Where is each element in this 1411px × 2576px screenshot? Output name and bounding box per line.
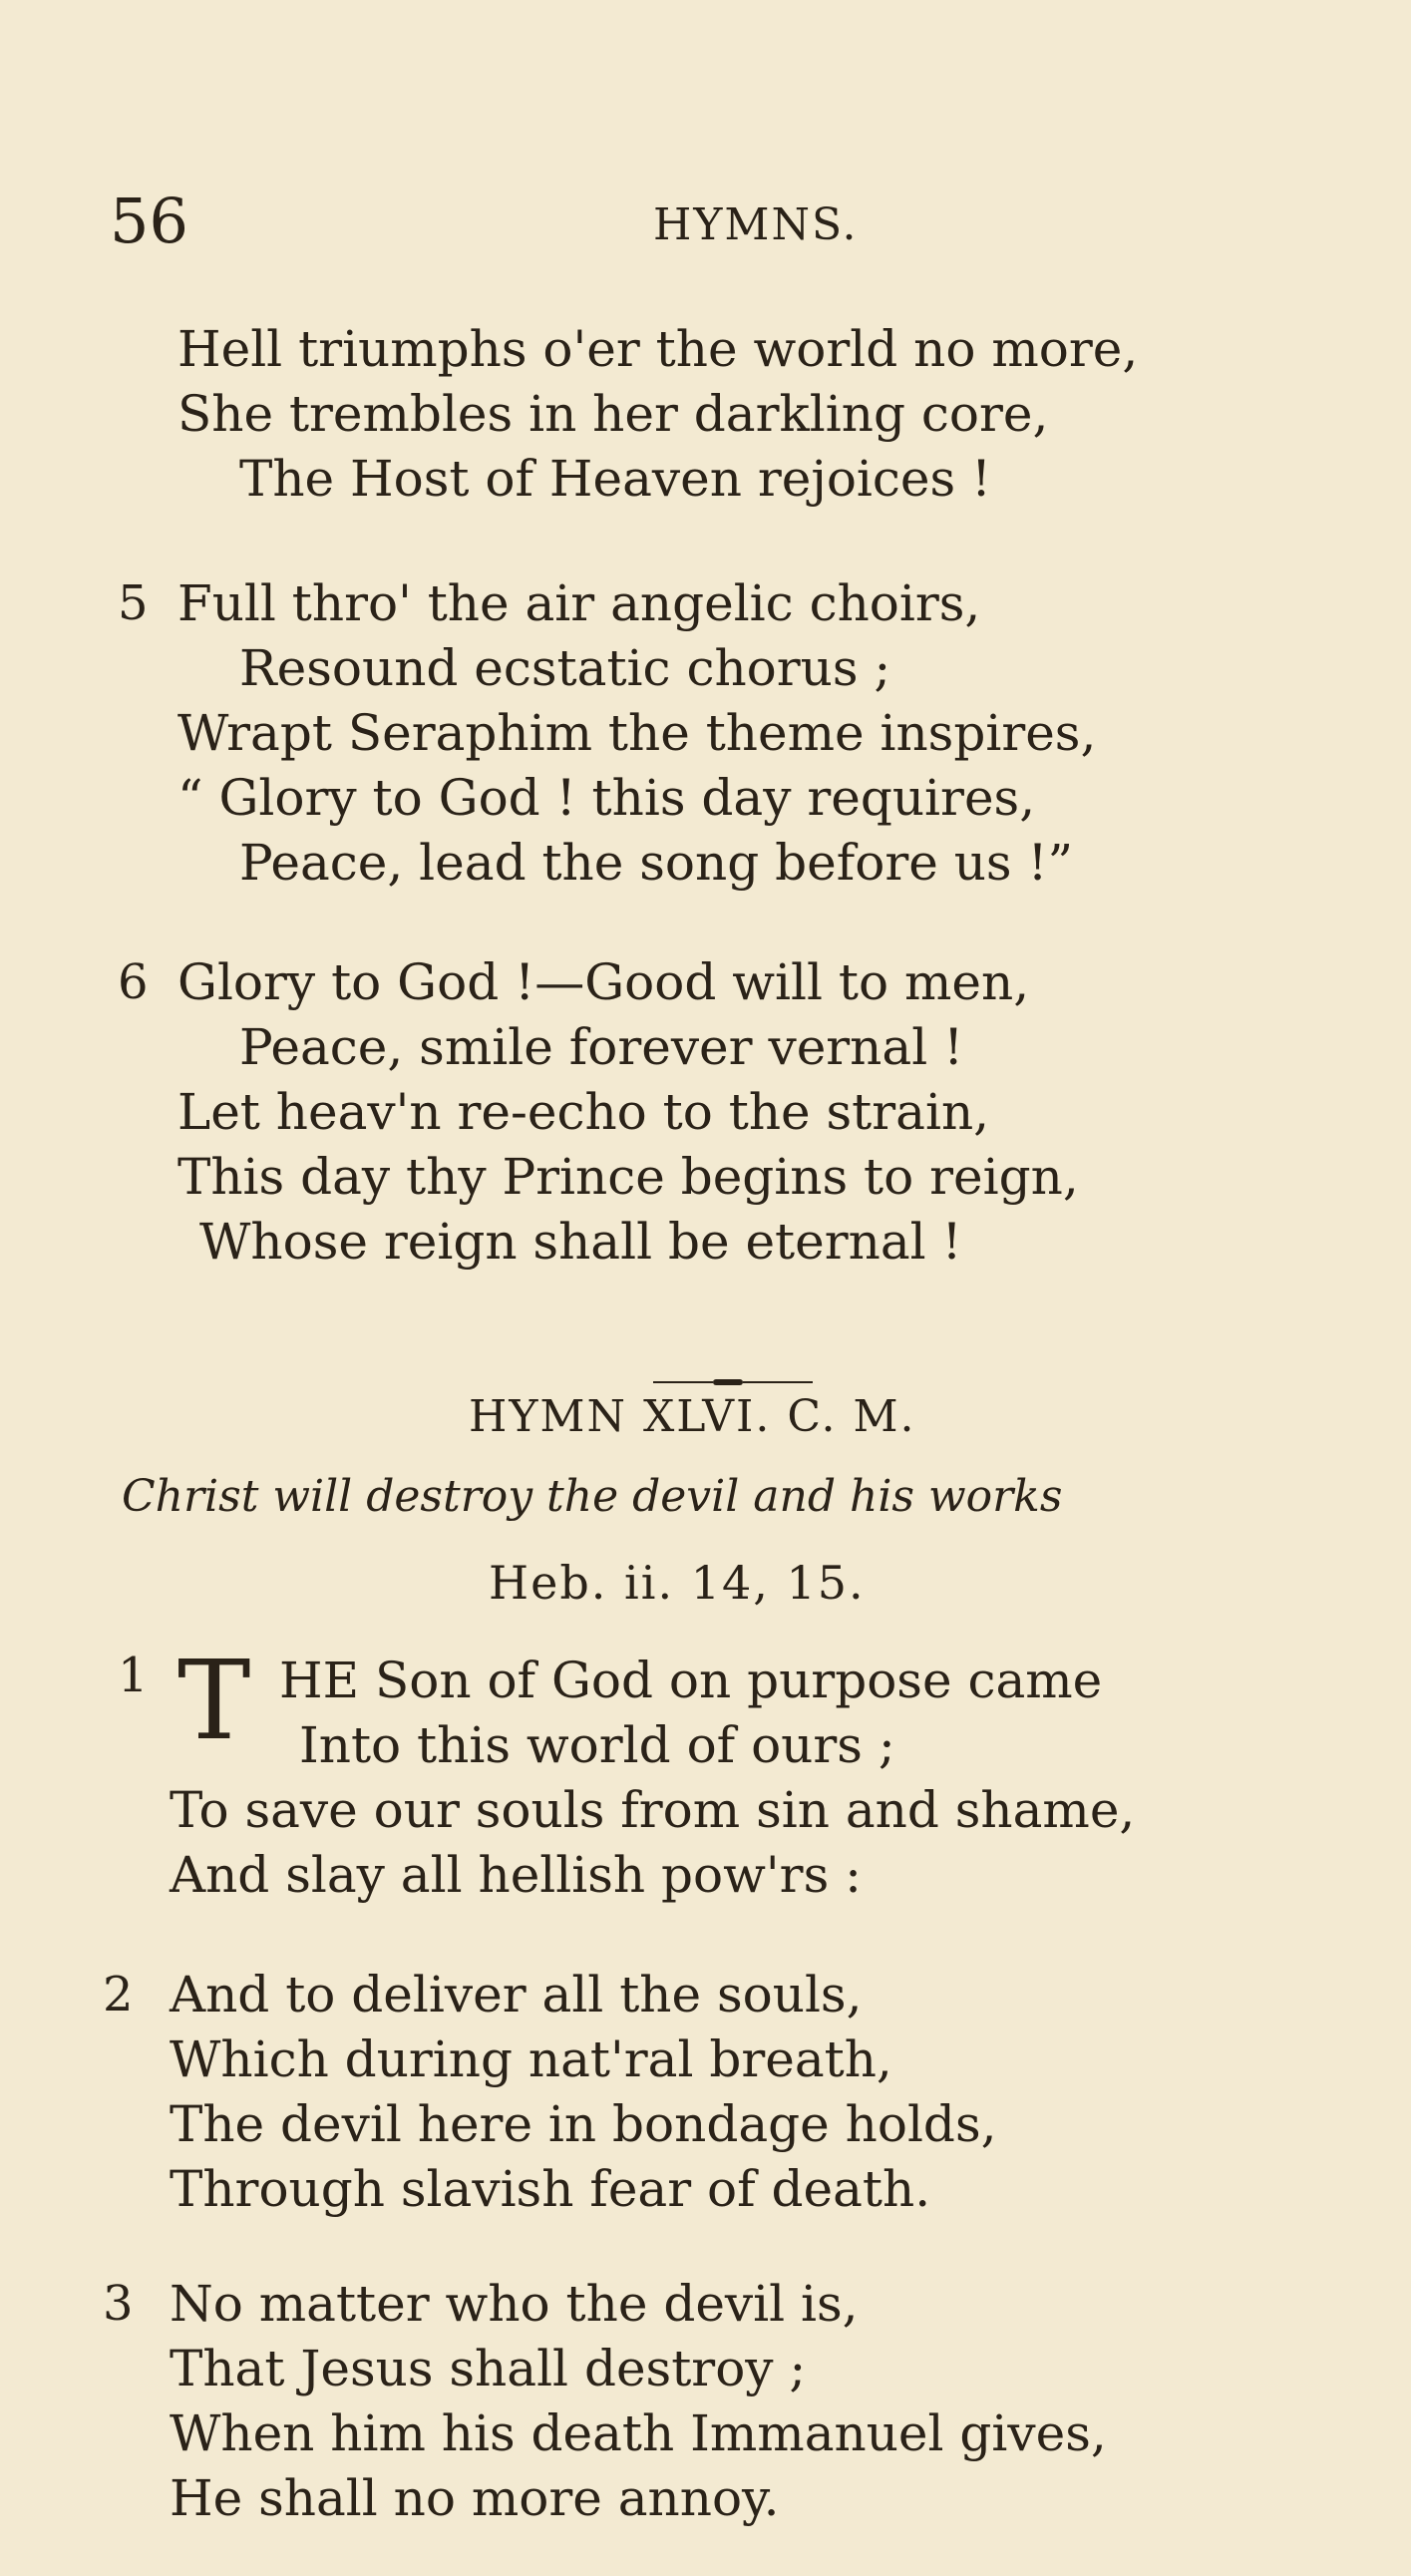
verse-line: Glory to God !—Good will to men, [177,953,1030,1011]
verse-line: She trembles in her darkling core, [177,385,1049,443]
verse-line: Which during nat'ral breath, [170,2030,892,2088]
verse-line: And slay all hellish pow'rs : [170,1846,862,1904]
verse-line: The devil here in bondage holds, [170,2095,997,2153]
verse-line: This day thy Prince begins to reign, [177,1148,1079,1206]
verse-line: Full thro' the air angelic choirs, [177,574,981,632]
verse-number: 6 [118,954,149,1010]
scripture-reference: Heb. ii. 14, 15. [489,1556,866,1610]
running-title: HYMNS. [653,199,859,250]
verse-line: To save our souls from sin and shame, [170,1781,1136,1839]
hymn-subtitle: Christ will destroy the devil and his works [122,1471,1063,1522]
verse-line: No matter who the devil is, [170,2275,859,2333]
verse-line: The Host of Heaven rejoices ! [239,450,992,508]
verse-line: Hell triumphs o'er the world no more, [177,320,1139,378]
verse-line: When him his death Immanuel gives, [170,2404,1107,2462]
verse-number: 1 [118,1648,149,1703]
verse-line: He shall no more annoy. [170,2469,780,2527]
verse-line: “ Glory to God ! this day requires, [177,769,1036,827]
ornamental-divider [653,1379,813,1385]
verse-number: 5 [118,575,149,631]
verse-line: Let heav'n re-echo to the strain, [177,1083,990,1141]
verse-line: Into this world of ours ; [299,1716,895,1774]
verse-line: HE Son of God on purpose came [279,1652,1103,1709]
verse-number: 2 [103,1967,134,2023]
verse-line: Resound ecstatic chorus ; [239,639,891,697]
verse-line: Wrapt Seraphim the theme inspires, [177,704,1097,762]
verse-line: Peace, smile forever vernal ! [239,1018,964,1076]
verse-number: 3 [103,2276,134,2332]
verse-line: Peace, lead the song before us !” [239,834,1074,892]
drop-cap: T [177,1637,251,1764]
verse-line: Through slavish fear of death. [170,2160,931,2218]
verse-line: And to deliver all the souls, [170,1966,863,2024]
hymn-title: HYMN XLVI. C. M. [469,1391,916,1442]
page-number: 56 [110,184,188,257]
verse-line: That Jesus shall destroy ; [170,2340,807,2397]
verse-line: Whose reign shall be eternal ! [199,1213,962,1271]
